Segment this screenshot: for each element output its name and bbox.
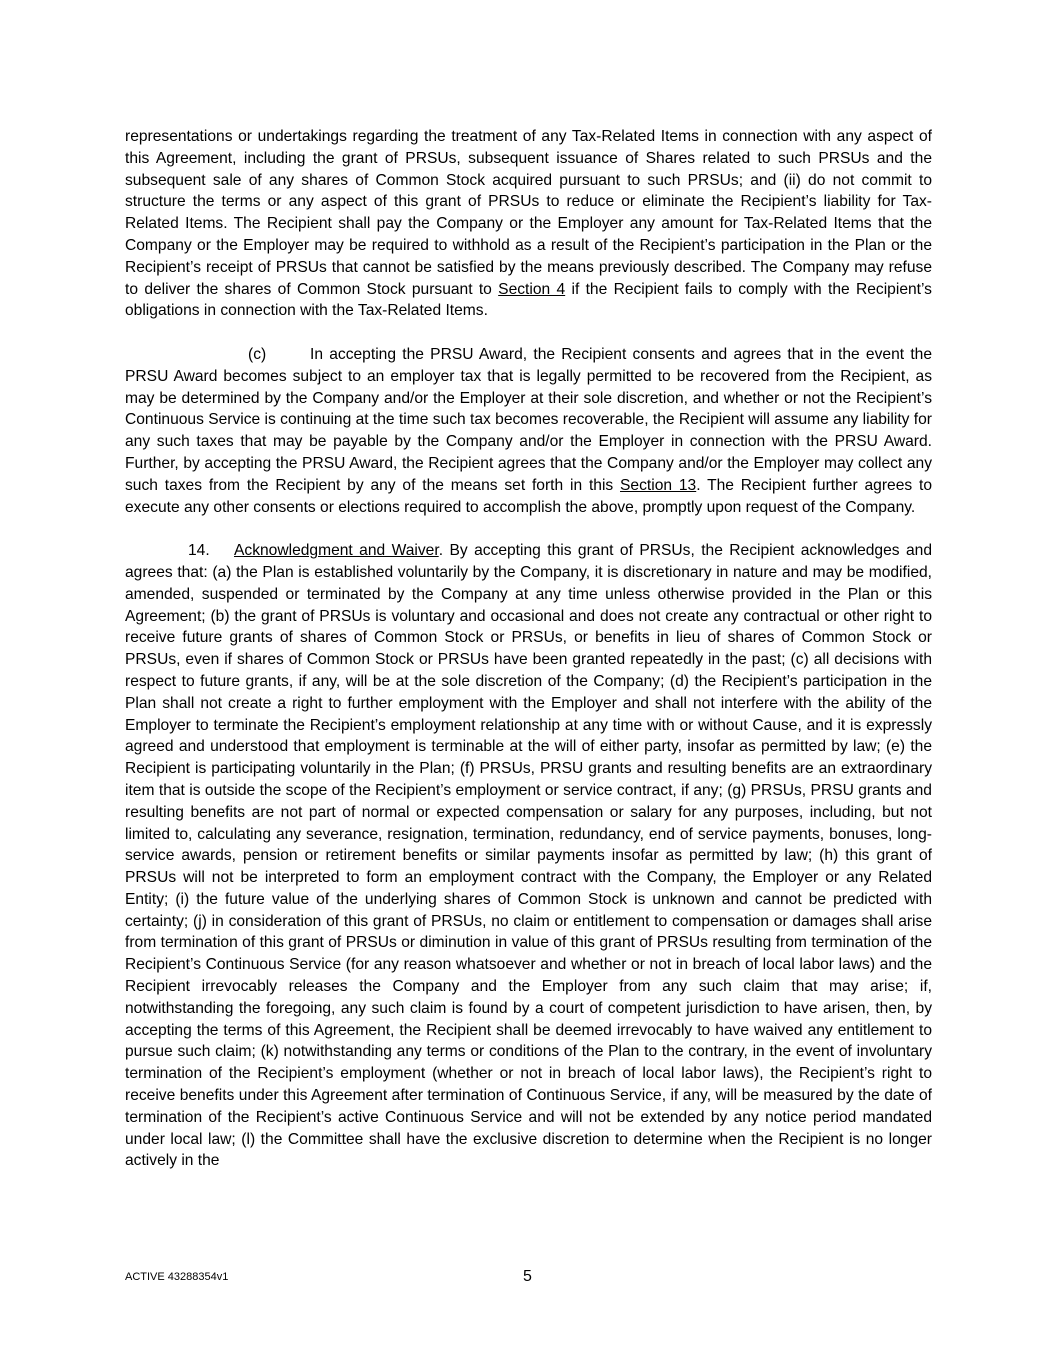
document-body xyxy=(125,126,932,1172)
paragraph-13b-continued xyxy=(125,126,932,322)
section-13-reference: Section 13 xyxy=(620,476,697,494)
paragraph-text: . The Recipient further agrees to execute any other consents or elections required to accomplish the above, promptly upon request of the Company. xyxy=(125,476,932,516)
paragraph-14 xyxy=(125,540,932,1172)
paragraph-text: if the Recipient fails to comply with the Recipient’s obligations in connection with the Tax-Related Items. xyxy=(125,280,932,320)
section-heading: Acknowledgment and Waiver xyxy=(234,542,439,560)
paragraph-text: representations or undertakings regarding the treatment of any Tax-Related Items in connection with any aspect of this Agreement, including the grant of PRSUs, subsequent issuance of Shares related to such PRSUs and the subsequent sale of any shares of Common Stock acquired pursuant to such PRSUs; and (ii) do not commit to structure the terms or any aspect of this grant of PRSUs to reduce or eliminate the Recipient’s liability for Tax-Related Items. The Recipient shall pay the Company or the Employer any amount for Tax-Related Items that the Company or the Employer may be required to withhold as a result of the Recipient’s participation in the Plan or the Recipient’s receipt of PRSUs that cannot be satisfied by the means previously described. The Company may refuse to deliver the shares of Common Stock pursuant to xyxy=(125,128,932,298)
paragraph-text: In accepting the PRSU Award, the Recipient consents and agrees that in the event the PRSU Award becomes subject to an employer tax that is legally permitted to be recovered from the Recipient, as may be determined by the Company and/or the Employer at their sole discretion, and whether or not the Recipient’s Continuous Service is continuing at the time such tax becomes recoverable, the Recipient will assume any liability for any such taxes that may be payable by the Company and/or the Employer in connection with the PRSU Award. Further, by accepting the PRSU Award, the Recipient agrees that the Company and/or the Employer may collect any such taxes from the Recipient by any of the means set forth in this xyxy=(125,345,932,494)
page-number: 5 xyxy=(523,1268,532,1285)
section-4-reference: Section 4 xyxy=(498,280,566,298)
heading-punctuation: . xyxy=(438,542,444,560)
document-id: ACTIVE 43288354v1 xyxy=(125,1271,229,1283)
section-number: 14. xyxy=(188,542,210,560)
paragraph-text: By accepting this grant of PRSUs, the Recipient acknowledges and agrees that: (a) the Plan is established voluntarily by the Company, it is discretionary in nature and may be modified, amended, suspended or terminated by the Company at any time unless otherwise provided in the Plan or this Agreement; (b) the grant of PRSUs is voluntary and occasional and does not create any contractual or other right to receive future grants of shares of Common Stock or PRSUs, or benefits in lieu of shares of Common Stock or PRSUs, even if shares of Common Stock or PRSUs have been granted repeatedly in the past; (c) all decisions with respect to future grants, if any, will be at the sole discretion of the Company; (d) the Recipient’s participation in the Plan shall not create a right to further employment with the Employer and shall not interfere with the ability of the Employer to terminate the Recipient’s employment relationship at any time with or without Cause, and it is expressly agreed and understood that employment is terminable at the will of either party, insofar as permitted by law; (e) the Recipient is participating voluntarily in the Plan; (f) PRSUs, PRSU grants and resulting benefits are an extraordinary item that is outside the scope of the Recipient’s employment or service contract, if any; (g) PRSUs, PRSU grants and resulting benefits are not part of normal or expected compensation or salary for any purposes, including, but not limited to, calculating any severance, resignation, termination, redundancy, end of service payments, bonuses, long-service awards, pension or retirement benefits or similar payments insofar as permitted by law; (h) this grant of PRSUs will not be interpreted to form an employment contract with the Company, the Employer or any Related Entity; (i) the future value of the underlying shares of Common Stock is unknown and cannot be predicted with certainty; (j) in consideration of this grant of PRSUs, no claim or entitlement to compensation or damages shall arise from termination of this grant of PRSUs or diminution in value of this grant of PRSUs resulting from termination of the Recipient’s Continuous Service (for any reason whatsoever and whether or not in breach of local labor laws) and the Recipient irrevocably releases the Company and the Employer from any such claim that may arise; if, notwithstanding the foregoing, any such claim is found by a court of competent jurisdiction to have arisen, then, by accepting the terms of this Agreement, the Recipient shall be deemed irrevocably to have waived any entitlement to pursue such claim; (k) notwithstanding any terms or conditions of the Plan to the contrary, in the event of involuntary termination of the Recipient’s employment (whether or not in breach of local labor laws), the Recipient’s right to receive benefits under this Agreement after termination of Continuous Service, if any, will be measured by the date of termination of the Recipient’s active Continuous Service and will not be extended by any notice period mandated under local law; (l) the Committee shall have the exclusive discretion to determine when the Recipient is no longer actively in the xyxy=(125,542,932,1170)
paragraph-13c xyxy=(125,344,932,518)
paragraph-label: (c) xyxy=(248,345,267,363)
